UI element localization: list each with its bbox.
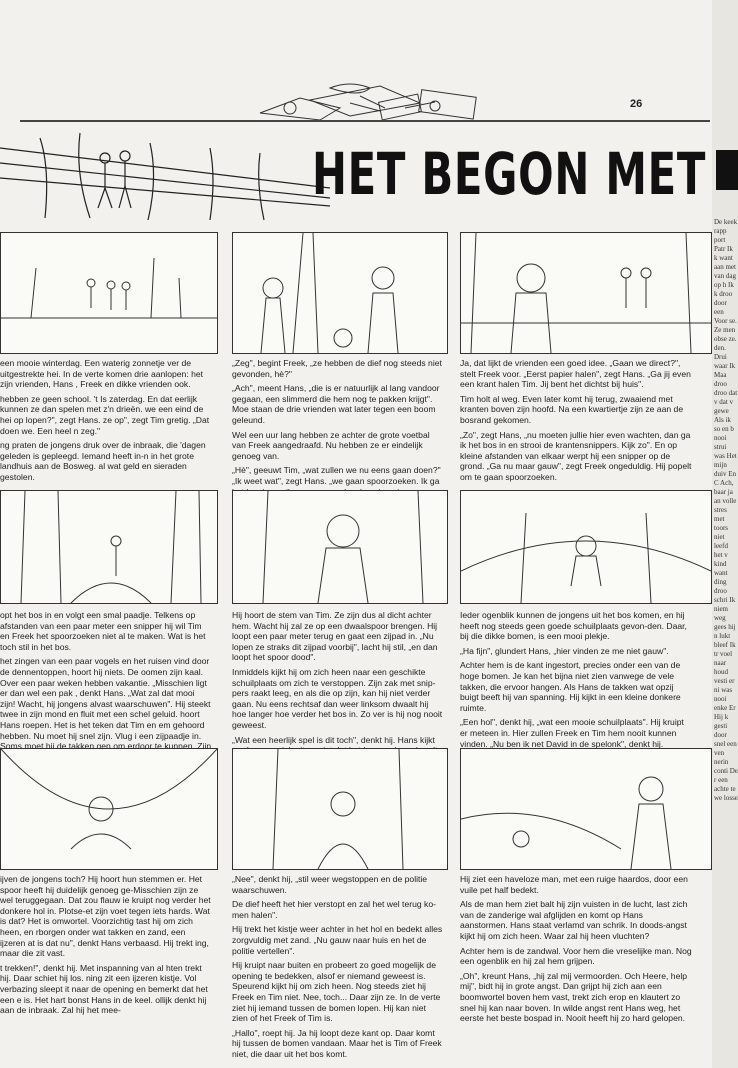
comic-panel [0,748,218,870]
paragraph: Achter hem is de zandwal. Voor hem die vreselijke man. Nog een ogenblik en hij zal hem grijpen. [460,945,692,967]
comic-panel [0,490,218,604]
paragraph: Inmiddels kijkt hij om zich heen naar een geschikte schuilplaats om zich te verstoppen. Zijn zak met snip-pers raakt leeg, en als die op zijn, kan hij niet verder gaan. Nu eens rechtsaf dan weer linksom dwaalt hij hoe langer hoe verder het bos in. Zo ver is hij nog nooit geweest. [232,666,443,730]
text-column-1-block-1 [0,358,212,487]
comic-panel [232,232,448,354]
text-column-2-block-3 [232,874,444,1064]
banner-illustration [0,128,330,220]
text-column-1-block-2 [0,610,212,766]
header-rule [20,120,710,122]
paragraph: „Ha fijn", glundert Hans, „hier vinden ze me niet gauw". [460,645,669,656]
paragraph: Als de man hem ziet balt hij zijn vuisten in de lucht, last zich van de zanderige wal afglijden en komt op Hans aanstormen. Hans staat verlamd van schrik. In doods-angst kijkt hij om zich heen. Waar zal hij heen vluchten? [460,899,688,941]
comic-panel [460,232,712,354]
paragraph: opt het bos in en volgt een smal paadje. Telkens op afstanden van een paar meter een snipper hij wil Tim en Freek het spoorzoeken niet al te maken. Wat is het toch stil in het bos. [0,610,206,652]
paragraph: een mooie winterdag. Een waterig zonnetje ver de uitgestrekte hei. In de verte komen drie aanlopen: het zijn vrienden, Hans , Freek en dikke vrienden ook. [0,358,204,390]
paragraph: „Oh", kreunt Hans, „hij zal mij vermoorden. Och Heere, help mij", bidt hij in grote angst. Dan grijpt hij zich aan een boomwortel boven hem vast, trekt zich erop en klautert zo snel hij kan naar boven. In wilde angst rent Hans weg, het eerste het beste bospad in. Nooit heeft hij zo hard gelopen. [460,970,688,1024]
paragraph: hebben ze geen school. 't Is zaterdag. En dat eerlijk kunnen ze dan spelen met z'n drieën. we een eind de hei op lopen?", zegt Hans. ze op", zegt Tim gretig. „Dat doen we. Een heel n zeg." [0,393,210,436]
paragraph: Wel een uur lang hebben ze achter de grote voetbal van Freek aangedraafd. Nu hebben ze er eindelijk genoeg van. [232,429,430,461]
adjacent-page-text: De keek rapp port Patr Ik k want aan met van dag op h Ik k droo door een Voor se. Ze men obse ze. den. Drui waar Ik Maa droo droo dat v dat v gewe Als ik so en b nooi strui was Het mijn duiv En C Ach, baar ja an volle stres met toors niet leefd het v kind want ding droo schri Ik niem weg gees hij n lukt bleef Ik tr voel naar houd vesti er ni was nooi enke Er Hij k gesti door snel een ven nerin conti De r een achte te we losse [714,218,738,802]
page-number: 26 [630,98,643,110]
adjacent-page-headline-block [716,150,738,190]
paragraph: „Hallo", roept hij. Ja hij loopt deze kant op. Daar komt hij tussen de bomen vandaan. Maar het is Tim of Freek niet, die daar uit het bos komt. [232,1027,442,1059]
paragraph: Achter hem is de kant ingestort, precies onder een van de hoge bomen. Je kan het bijna niet zien vanwege de vele takken, die ervoor hangen. Als Hans de takken wat opzij buigt beeft hij van spanning. Hij kijkt in een kleine donkere ruimte. [460,660,681,713]
paragraph: Tim holt al weg. Even later komt hij terug, zwaaiend met kranten boven zijn hoofd. Na een kwartiertje zijn ze aan de bosrand gekomen. [460,393,684,425]
paragraph: De dief heeft het hier verstopt en zal het wel terug ko-men halen". [232,899,436,920]
paragraph: Ja, dat lijkt de vrienden een goed idee. „Gaan we direct?", stelt Freek voor. „Eerst papier halen", zegt Hans. „Ga jij even een krant halen Tim. Jij bent het dichtst bij huis". [460,358,691,390]
paragraph: Hij trekt het kistje weer achter in het hol en bedekt alles zorgvuldig met zand. „Nu gauw naar huis en het de politie vertellen". [232,924,443,956]
text-column-3-block-1 [460,358,692,487]
paragraph: „Hè", geeuwt Tim, „wat zullen we nu eens gaan doen?" „Ik weet wat", zegt Hans. „we gaan spoorzoeken. Ik ga het bos in, en ik neem een zak vol papiersnippers mee, die ik achter mij aan strooi. Als de zak op is, verstop ik me en jullie moeten mij zoeken". [232,465,443,518]
paragraph: „Ach", meent Hans, „die is er natuurlijk al lang vandoor gegaan, een slimmerd die hem nog te pakken krijgt". Moe staan de drie vrienden wat later tegen een boom geleund. [232,383,440,425]
paragraph: t trekken!", denkt hij. Met inspanning van al hten trekt hij. Daar schiet hij los. ning zit een ijzeren kistje. Vol verbazing sleept it naar de opening en bemerkt dat het een e is. Het hart bonst Hans in de keel. ollijk denkt hij aan de inbraak. Zal hij het mee- [0,962,208,1016]
paragraph: „Zeg", begint Freek, „ze hebben de dief nog steeds niet gevonden, hè?" [232,358,442,379]
paragraph: „Wat een heerlijk spel is dit toch", denkt hij. Hans kijkt verder voor zich uit en ziet dat het bos verder ophoudt. Nee, toch niet. Het is een grote open plek, die veel lager ligt dan de omgeving. Maar nu moet hij wel opschieten. [232,734,440,787]
paragraph: ng praten de jongens druk over de inbraak, die 'dagen geleden is gepleegd. Iemand heeft in-n in het grote landhuis aan de Bosweg. al wat geld en sieraden gestolen. [0,440,206,482]
comic-panel [460,490,712,604]
paragraph: „Een hol", denkt hij, „wat een mooie schuilplaats". Hij kruipt er meteen in. Hier zullen Freek en Tim hem nooit kunnen vinden. „Nu ben ik net David in de spelonk", denkt hij. [460,717,684,749]
paragraph: Hij ziet een haveloze man, met een ruige haardos, door een vuile pet half bedekt. [460,874,688,895]
comic-panel [0,232,218,354]
paragraph: Hij kruipt naar buiten en probeert zo goed mogelijk de opening te bedekken, alsof er niemand geweest is. Speurend kijkt hij om zich heen. Nog steeds ziet hij Freek en Tim niet. Nee, toch... Daar zijn ze. In de verte ziet hij iemand tussen de bomen lopen. Hij kan niet zien of het Freek of Tim is. [232,960,441,1024]
paragraph: „Zo", zegt Hans, „nu moeten jullie hier even wachten, dan ga ik het bos in en strooi de krantensnippers. Kijk zo". En op kleine afstanden van elkaar werpt hij een snipper op de grond. „Ga nu maar gauw", zegt Freek ongeduldig. Hij popelt om te gaan spoorzoeken. [460,429,692,482]
comic-panel [232,490,448,604]
paragraph: Ieder ogenblik kunnen de jongens uit het bos komen, en hij heeft nog steeds geen goede schuilplaats gevon-den. Daar, bij die dikke bomen, is een mooi plekje. [460,610,687,642]
text-column-1-block-3 [0,874,212,1020]
paragraph: „Nee", denkt hij, „stil weer wegstoppen en de politie waarschuwen. [232,874,428,895]
paragraph: ijven de jongens toch? Hij hoort hun stemmen er. Het spoor heeft hij duidelijk genoeg ge-Misschien zijn ze wel teruggegaan. Dat zou flauw ie kruipt nog verder het donkere hol in. Plotse-et zijn voet tegen iets hards. Wat is dat? Het is omwortel. Voorzichtig tast hij om zich heen, en rborgen onder wat takken en zand, een ijzeren at is dat nu", denkt Hans verbaasd. Hij trekt ing, maar die zit vast. [0,874,211,959]
text-column-3-block-3 [460,874,692,1028]
text-column-3-block-2 [460,610,692,753]
paragraph: Hij hoort de stem van Tim. Ze zijn dus al dicht achter hem. Wacht hij zal ze op een dwaalspoor brengen. Hij loopt een paar meter terug en gaat een zijpad in. „Nu lopen ze straks dit zijpad voorbij", lacht hij stil, „en dan loopt het spoor dood". [232,610,438,663]
paragraph: het zingen van een paar vogels en het ruisen vind door de dennentoppen, hoort hij niets. De oomen zijn kaal. Over een paar weken hebben vakantie. „Misschien ligt er dan wel een pak , denkt Hans. „Wat zal dat mooi zijn! Wacht, hij jongens alvast waarschuwen". Hij steekt twee in zijn mond en fluit met een schel geluid. hoort Hans roepen. Het is het teken dat Tim en em gehoord hebben. Nu moet hij snel zijn. Vlug i een zijpaadje in. Soms moet hij de takken gen om erdoor te kunnen. Zijn hart klopt van ng. [0,656,212,762]
story-headline: HET BEGON MET [312,140,707,208]
comic-panel [460,748,712,870]
comic-panel [232,748,448,870]
